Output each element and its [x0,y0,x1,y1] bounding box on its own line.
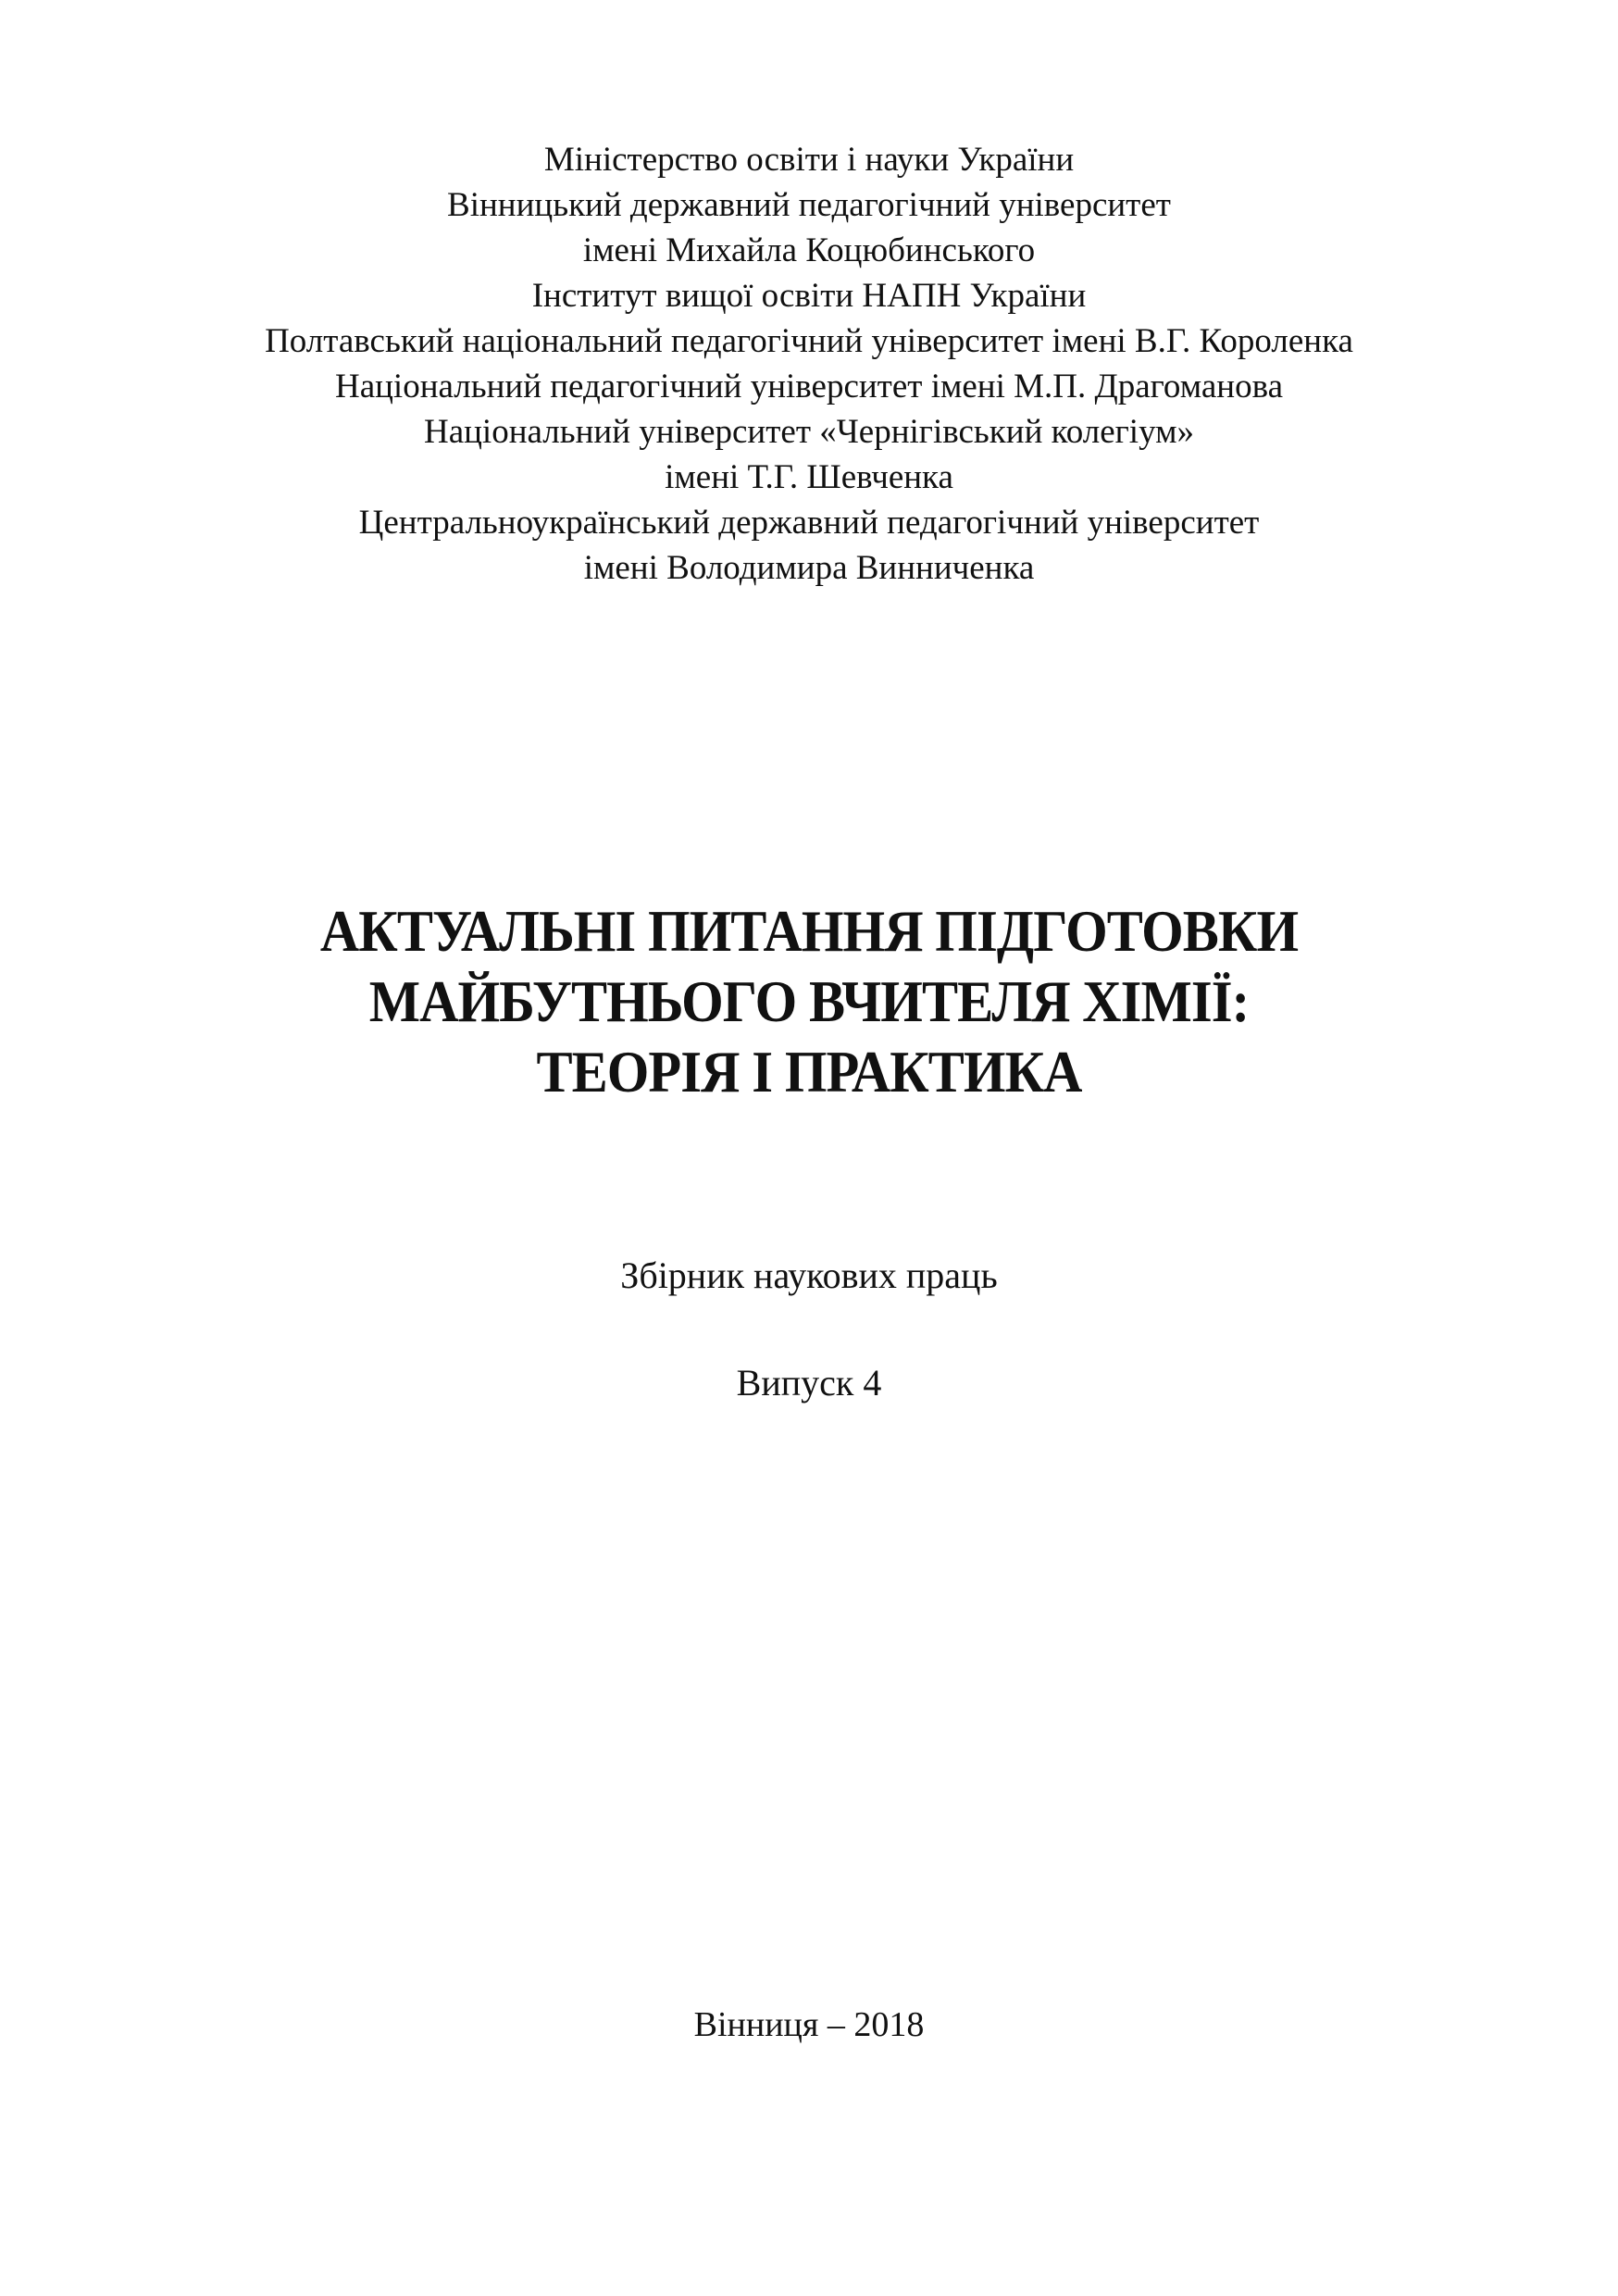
institution-line: Національний університет «Чернігівський колегіум» [423,413,1194,451]
title-line: МАЙБУТНЬОГО ВЧИТЕЛЯ ХІМІЇ: [368,969,1250,1034]
document-subtitle: Збірник наукових праць [620,1254,998,1296]
issue-number: Випуск 4 [736,1362,882,1404]
institution-line: Міністерство освіти і науки України [543,141,1075,179]
institution-line: Полтавський національний педагогічний університет імені В.Г. Короленка [265,322,1353,360]
institution-line: Інститут вищої освіти НАПН України [531,277,1087,315]
document-title [0,896,1618,1107]
institution-line: імені Володимира Винниченка [583,549,1035,587]
title-line: АКТУАЛЬНІ ПИТАННЯ ПІДГОТОВКИ [319,899,1299,964]
institution-line: Центральноукраїнський державний педагогічний університет [358,504,1260,542]
institution-line: імені Михайла Коцюбинського [582,231,1036,269]
institution-line: імені Т.Г. Шевченка [665,458,953,496]
institution-line: Національний педагогічний університет імені М.П. Драгоманова [334,368,1284,406]
institution-line: Вінницький державний педагогічний університет [447,186,1171,224]
title-line: ТЕОРІЯ І ПРАКТИКА [536,1040,1082,1104]
place-and-year: Вінниця – 2018 [693,2005,925,2044]
institutions-list [0,137,1618,591]
